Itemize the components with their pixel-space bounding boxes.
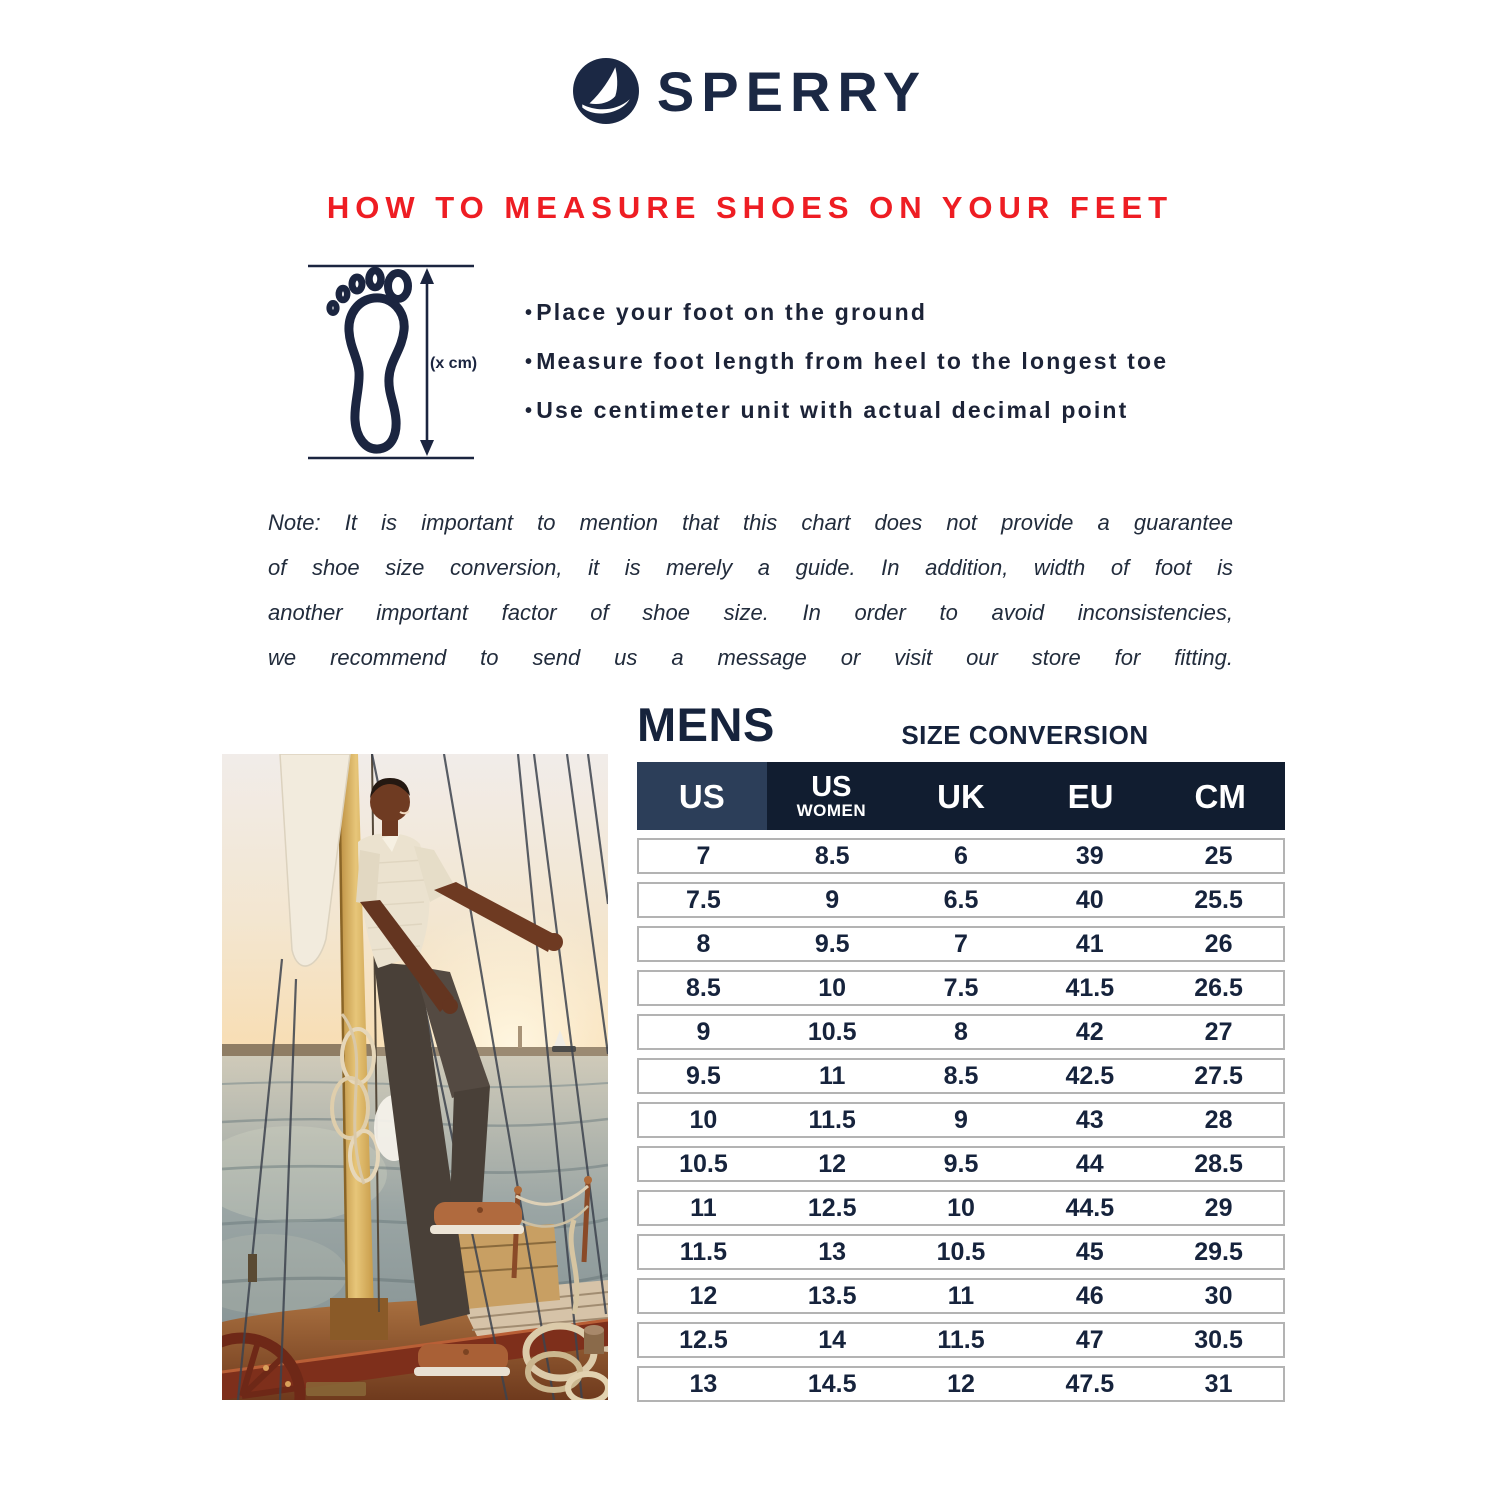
winch — [584, 1325, 604, 1354]
table-cell: 29.5 — [1194, 1238, 1243, 1266]
table-cell: 10.5 — [936, 1238, 986, 1266]
table-row — [637, 970, 1285, 1006]
table-cell: 11.5 — [679, 1238, 728, 1266]
table-cell: 27.5 — [1194, 1062, 1243, 1090]
table-cell: 44 — [1075, 1150, 1104, 1178]
table-row — [637, 1102, 1285, 1138]
table-cell: 12.5 — [679, 1326, 728, 1354]
header-label: CM — [1194, 777, 1246, 815]
table-cell: 10 — [689, 1106, 718, 1134]
table-cell: 14.5 — [807, 1370, 857, 1398]
table-cell: 12 — [818, 1150, 847, 1178]
table-cell: 46 — [1075, 1282, 1104, 1310]
table-row — [637, 1278, 1285, 1314]
table-cell: 10 — [818, 974, 847, 1002]
table-cell: 42.5 — [1065, 1062, 1115, 1090]
header-label: EU — [1067, 777, 1114, 815]
table-cell: 8.5 — [814, 842, 850, 870]
table-cell: 28.5 — [1194, 1150, 1243, 1178]
table-cell: 7.5 — [686, 886, 721, 914]
header-cell-uk — [896, 762, 1026, 830]
table-cell: 26.5 — [1194, 974, 1243, 1002]
table-row — [637, 926, 1285, 962]
table-cell: 26 — [1204, 930, 1233, 958]
table-row — [637, 838, 1285, 874]
table-cell: 29 — [1204, 1194, 1233, 1222]
foot-diagram — [296, 254, 486, 470]
note-paragraph — [268, 500, 1233, 680]
size-table-body — [637, 838, 1285, 1402]
table-cell: 8 — [954, 1018, 968, 1046]
table-cell: 7 — [696, 842, 711, 870]
table-cell: 11 — [818, 1062, 846, 1090]
brand-logo — [0, 58, 1500, 124]
table-cell: 27 — [1204, 1018, 1233, 1046]
table-cell: 13.5 — [807, 1282, 857, 1310]
table-cell: 47.5 — [1065, 1370, 1115, 1398]
table-cell: 12 — [689, 1282, 718, 1310]
table-cell: 8.5 — [686, 974, 721, 1002]
table-cell: 12 — [947, 1370, 975, 1398]
note-line: we recommend to send us a message or visit our store for fitting. — [268, 645, 1233, 670]
foot-icon — [329, 271, 408, 450]
table-cell: 30 — [1204, 1282, 1233, 1310]
table-cell: 9 — [696, 1018, 711, 1046]
table-cell: 10.5 — [679, 1150, 728, 1178]
table-cell: 14 — [818, 1326, 847, 1354]
table-cell: 41.5 — [1065, 974, 1115, 1002]
header-label: US — [678, 777, 725, 815]
table-cell: 9.5 — [686, 1062, 721, 1090]
table-row — [637, 1014, 1285, 1050]
table-cell: 40 — [1075, 886, 1104, 914]
foot-measure-label: (x cm) — [430, 355, 478, 372]
table-row — [637, 1322, 1285, 1358]
header-sublabel: WOMEN — [796, 800, 867, 820]
table-row — [637, 1058, 1285, 1094]
table-cell: 30.5 — [1194, 1326, 1243, 1354]
note-line: another important factor of shoe size. In order to avoid inconsistencies, — [268, 600, 1233, 625]
instruction-item: • Place your foot on the ground — [525, 296, 1245, 345]
table-cell: 6.5 — [943, 886, 979, 914]
header-cell-us — [637, 762, 767, 830]
table-cell: 10 — [947, 1194, 975, 1222]
table-row — [637, 1366, 1285, 1402]
table-cell: 11 — [947, 1282, 975, 1310]
sailing-photo — [222, 754, 608, 1400]
table-row — [637, 882, 1285, 918]
size-conversion-subtitle: SIZE CONVERSION — [901, 720, 1149, 750]
table-cell: 11.5 — [937, 1326, 985, 1354]
brand-name: SPERRY — [656, 59, 928, 123]
table-row — [637, 1146, 1285, 1182]
size-table — [637, 762, 1285, 1402]
table-cell: 10.5 — [807, 1018, 857, 1046]
table-cell: 44.5 — [1065, 1194, 1115, 1222]
table-cell: 13 — [818, 1238, 847, 1266]
table-cell: 9.5 — [814, 930, 850, 958]
mens-title: MENS — [637, 698, 775, 751]
table-cell: 7 — [954, 930, 968, 958]
table-cell: 12.5 — [807, 1194, 857, 1222]
table-cell: 28 — [1204, 1106, 1233, 1134]
table-row — [637, 1190, 1285, 1226]
header-cell-cm — [1155, 762, 1285, 830]
table-cell: 45 — [1075, 1238, 1104, 1266]
table-cell: 9.5 — [943, 1150, 979, 1178]
table-cell: 7.5 — [943, 974, 979, 1002]
instruction-item: • Measure foot length from heel to the longest toe — [525, 345, 1245, 394]
measure-instructions — [525, 296, 1245, 443]
table-cell: 39 — [1075, 842, 1104, 870]
table-cell: 47 — [1075, 1326, 1104, 1354]
table-cell: 13 — [689, 1370, 718, 1398]
header-cell-us-women — [767, 762, 897, 830]
table-cell: 6 — [954, 842, 968, 870]
table-cell: 25.5 — [1194, 886, 1243, 914]
table-cell: 11 — [690, 1194, 717, 1222]
table-cell: 11.5 — [808, 1106, 856, 1134]
table-cell: 8 — [696, 930, 711, 958]
header-label: UK — [937, 777, 985, 815]
table-cell: 9 — [954, 1106, 968, 1134]
turnbuckle — [248, 1254, 257, 1282]
table-row — [637, 1234, 1285, 1270]
table-header-row — [637, 762, 1285, 830]
table-cell: 25 — [1204, 842, 1233, 870]
table-cell: 31 — [1204, 1370, 1233, 1398]
page-heading: HOW TO MEASURE SHOES ON YOUR FEET — [326, 190, 1174, 225]
table-cell: 9 — [825, 886, 840, 914]
sperry-logo-icon — [573, 58, 639, 124]
header-label: US — [811, 770, 852, 803]
instruction-item: • Use centimeter unit with actual decimal point — [525, 394, 1245, 443]
table-cell: 41 — [1075, 930, 1104, 958]
note-line: Note: It is important to mention that this chart does not provide a guarantee — [268, 510, 1233, 535]
table-cell: 43 — [1075, 1106, 1104, 1134]
note-line: of shoe size conversion, it is merely a guide. In addition, width of foot is — [268, 555, 1233, 580]
header-cell-eu — [1026, 762, 1156, 830]
table-cell: 42 — [1075, 1018, 1104, 1046]
table-cell: 8.5 — [943, 1062, 979, 1090]
